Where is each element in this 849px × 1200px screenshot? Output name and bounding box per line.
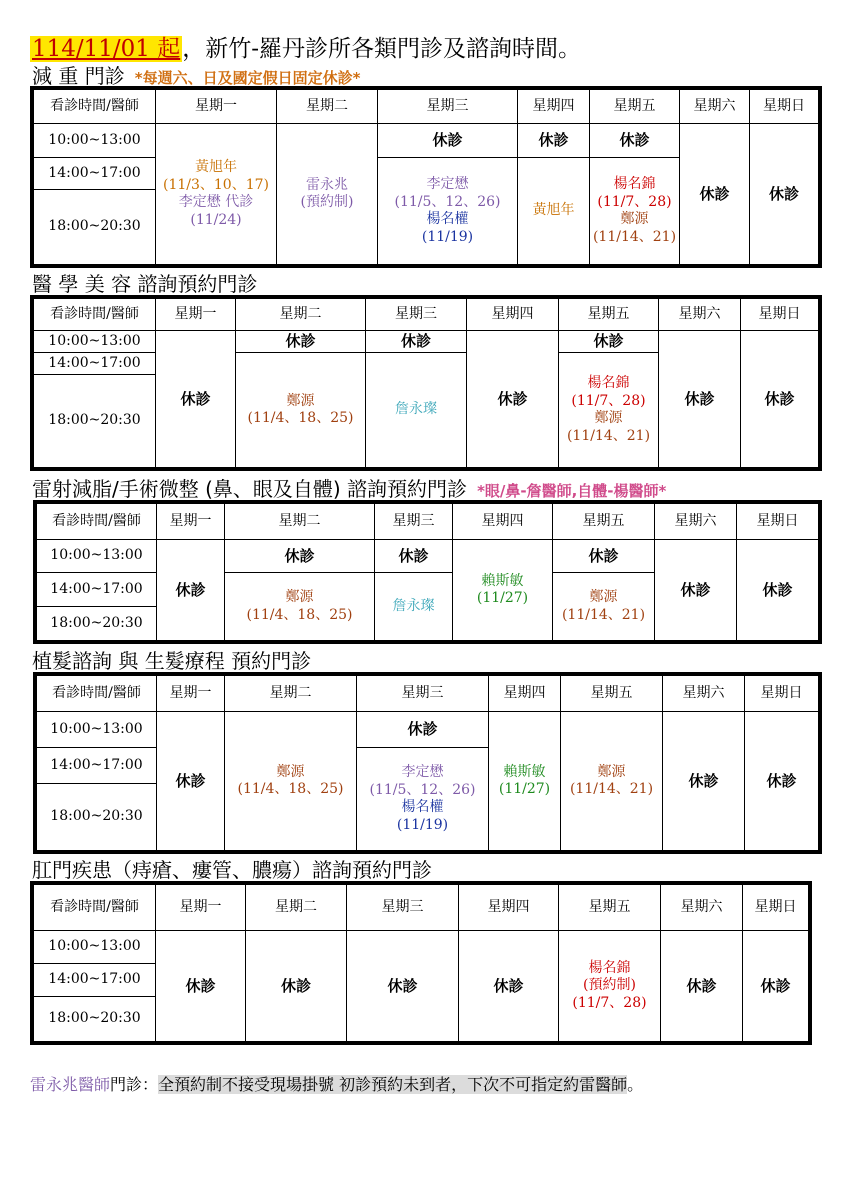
page-title (30, 30, 581, 63)
header-mon: 星期一 (157, 676, 225, 712)
dates: (11/27) (498, 781, 551, 797)
slot-morning: 10:00~13:00 (37, 540, 157, 573)
title-text: ，新竹-羅丹診所各類門診及諮詢時間。 (182, 36, 582, 62)
slot-evening: 18:00~20:30 (37, 784, 157, 851)
dates: (11/3、10、17) (163, 176, 269, 193)
header-wed: 星期三 (357, 676, 489, 712)
slot-morning: 10:00~13:00 (34, 931, 156, 964)
header-time-doctor: 看診時間/醫師 (37, 676, 157, 712)
slot-afternoon: 14:00~17:00 (37, 748, 157, 784)
appointment-note: (預約制) (300, 194, 354, 210)
header-mon: 星期一 (156, 299, 236, 331)
doctor-name: 鄭源 (286, 392, 315, 409)
header-sat: 星期六 (655, 504, 737, 540)
cell-tue (225, 573, 375, 641)
dates: (11/14、21) (569, 781, 654, 797)
dates: (11/14、21) (561, 606, 646, 623)
cell-sat-off: 休診 (655, 540, 737, 641)
header-thu: 星期四 (459, 885, 559, 931)
cell-thu-off: 休診 (467, 331, 559, 468)
header-time-doctor: 看診時間/醫師 (34, 299, 156, 331)
footer-end: 。 (627, 1075, 644, 1094)
header-mon: 星期一 (156, 885, 246, 931)
cell-mon-off: 休診 (157, 712, 225, 851)
doctor-name: 鄭源 (276, 763, 305, 780)
header-thu: 星期四 (489, 676, 561, 712)
footer-doctor: 雷永兆醫師 (30, 1075, 111, 1094)
cell-sat-off: 休診 (659, 331, 741, 468)
doctor-name: 黃旭年 (195, 159, 237, 175)
cell-sun-off: 休診 (743, 931, 809, 1042)
dates: (11/19) (396, 816, 449, 833)
cell-fri (590, 158, 680, 265)
slot-morning: 10:00~13:00 (34, 331, 156, 353)
section-heading-weight-loss (32, 60, 360, 89)
header-sat: 星期六 (680, 90, 750, 124)
doctor-name: 李定懋 (426, 176, 469, 192)
table-laser (33, 500, 822, 644)
header-wed: 星期三 (366, 299, 467, 331)
header-thu: 星期四 (518, 90, 590, 124)
cell-wed-morning-off: 休診 (378, 124, 518, 158)
table-hair (33, 672, 822, 854)
header-tue: 星期二 (225, 504, 375, 540)
effective-date: 114/11/01 起 (32, 36, 181, 62)
header-fri: 星期五 (553, 504, 655, 540)
slot-afternoon: 14:00~17:00 (34, 158, 156, 190)
header-thu: 星期四 (453, 504, 553, 540)
dates: (11/19) (421, 228, 474, 245)
heading-text: 減 重 門診 (32, 64, 125, 88)
header-tue: 星期二 (225, 676, 357, 712)
dates: (11/4、18、25) (237, 781, 344, 797)
section-heading-hair (32, 645, 311, 674)
dates: (11/5、12、26) (394, 193, 501, 210)
cell-sat-off: 休診 (680, 124, 750, 265)
header-wed: 星期三 (375, 504, 453, 540)
heading-text: 肛門疾患（痔瘡、瘻管、膿瘍）諮詢預約門診 (32, 858, 432, 882)
cell-tue (277, 124, 378, 265)
cell-tue-morning-off: 休診 (225, 540, 375, 573)
doctor-name: 鄭源 (285, 589, 314, 605)
cell-wed: 詹永璨 (366, 353, 467, 468)
cell-tue-off: 休診 (246, 931, 347, 1042)
appointment-note: (預約制) (583, 977, 636, 994)
doctor-name: 李定懋 (401, 764, 444, 780)
cell-tue (225, 712, 357, 851)
header-sun: 星期日 (741, 299, 819, 331)
heading-text: 植髮諮詢 與 生髮療程 預約門診 (32, 649, 312, 673)
section-heading-laser (32, 473, 666, 502)
doctor-name: 鄭源 (597, 763, 626, 780)
table-anal (30, 881, 812, 1045)
dates: (11/14、21) (592, 228, 677, 245)
header-sat: 星期六 (659, 299, 741, 331)
cell-tue-morning-off: 休診 (236, 331, 366, 353)
slot-evening: 18:00~20:30 (34, 997, 156, 1042)
cell-mon-off: 休診 (157, 540, 225, 641)
section-note: *眼/鼻-詹醫師,自體-楊醫師* (477, 482, 667, 500)
slot-afternoon: 14:00~17:00 (37, 573, 157, 607)
slot-evening: 18:00~20:30 (34, 375, 156, 468)
cell-fri (559, 353, 659, 468)
doctor-name: 賴斯敏 (503, 763, 546, 780)
dates: (11/7、28) (571, 392, 646, 409)
header-time-doctor: 看診時間/醫師 (34, 885, 156, 931)
heading-text: 醫 學 美 容 諮詢預約門診 (32, 272, 258, 296)
footer-label: 門診： (110, 1075, 159, 1094)
cell-wed-off: 休診 (347, 931, 459, 1042)
doctor-name: 楊名錦 (613, 176, 656, 192)
header-tue: 星期二 (246, 885, 347, 931)
header-sun: 星期日 (750, 90, 819, 124)
cell-wed (378, 158, 518, 265)
cell-sun-off: 休診 (741, 331, 819, 468)
doctor-name: 雷永兆 (306, 176, 348, 193)
cell-fri-morning-off: 休診 (553, 540, 655, 573)
cell-fri (561, 712, 663, 851)
header-mon: 星期一 (156, 90, 277, 124)
cell-sat-off: 休診 (663, 712, 745, 851)
dates: (11/4、18、25) (247, 410, 354, 426)
header-sun: 星期日 (743, 885, 809, 931)
doctor-name: 鄭源 (620, 211, 649, 227)
cell-tue (236, 353, 366, 468)
header-fri: 星期五 (590, 90, 680, 124)
cell-thu (453, 540, 553, 641)
cell-wed-morning-off: 休診 (366, 331, 467, 353)
footer-text: 全預約制不接受現場掛號 初診預約未到者，下次不可指定約雷醫師 (158, 1075, 628, 1094)
cell-thu-morning-off: 休診 (518, 124, 590, 158)
header-wed: 星期三 (347, 885, 459, 931)
header-mon: 星期一 (157, 504, 225, 540)
doctor-name: 楊名權 (401, 799, 444, 815)
section-heading-aesthetics (32, 268, 257, 297)
slot-morning: 10:00~13:00 (34, 124, 156, 158)
header-sun: 星期日 (737, 504, 819, 540)
header-fri: 星期五 (561, 676, 663, 712)
slot-evening: 18:00~20:30 (37, 607, 157, 641)
cell-fri-morning-off: 休診 (590, 124, 680, 158)
slot-afternoon: 14:00~17:00 (34, 353, 156, 375)
header-wed: 星期三 (378, 90, 518, 124)
cell-fri (559, 931, 661, 1042)
header-tue: 星期二 (236, 299, 366, 331)
cell-thu-off: 休診 (459, 931, 559, 1042)
cell-sun-off: 休診 (750, 124, 819, 265)
dates: (11/7、28) (597, 193, 672, 210)
cell-thu (489, 712, 561, 851)
doctor-name: 鄭源 (594, 410, 623, 426)
doctor-name: 鄭源 (589, 589, 618, 605)
section-heading-anal (32, 854, 432, 883)
doctor-name: 楊名權 (426, 211, 469, 227)
header-fri: 星期五 (559, 885, 661, 931)
cell-mon (156, 124, 277, 265)
cell-wed: 詹永璨 (375, 573, 453, 641)
doctor-name: 賴斯敏 (481, 572, 524, 589)
header-sat: 星期六 (663, 676, 745, 712)
header-thu: 星期四 (467, 299, 559, 331)
table-aesthetics (30, 295, 822, 471)
cell-mon-off: 休診 (156, 331, 236, 468)
cell-sun-off: 休診 (745, 712, 819, 851)
footer-note (30, 1072, 643, 1095)
header-time-doctor: 看診時間/醫師 (37, 504, 157, 540)
cell-wed-morning-off: 休診 (375, 540, 453, 573)
dates: (11/27) (476, 590, 529, 606)
dates: (11/7、28) (572, 994, 647, 1011)
dates: (11/24) (190, 211, 242, 228)
cell-mon-off: 休診 (156, 931, 246, 1042)
substitute-doctor: 李定懋 代診 (178, 194, 254, 210)
cell-fri-morning-off: 休診 (559, 331, 659, 353)
header-tue: 星期二 (277, 90, 378, 124)
slot-evening: 18:00~20:30 (34, 190, 156, 265)
slot-afternoon: 14:00~17:00 (34, 964, 156, 997)
cell-wed-morning-off: 休診 (357, 712, 489, 748)
table-weight-loss (30, 86, 822, 268)
dates: (11/5、12、26) (369, 781, 476, 798)
slot-morning: 10:00~13:00 (37, 712, 157, 748)
cell-wed (357, 748, 489, 851)
header-fri: 星期五 (559, 299, 659, 331)
heading-text: 雷射減脂/手術微整 (鼻、眼及自體) 諮詢預約門診 (32, 477, 468, 501)
cell-sun-off: 休診 (737, 540, 819, 641)
header-sat: 星期六 (661, 885, 743, 931)
cell-thu: 黃旭年 (518, 158, 590, 265)
cell-sat-off: 休診 (661, 931, 743, 1042)
doctor-name: 楊名錦 (587, 375, 630, 391)
section-note: *每週六、日及國定假日固定休診* (134, 69, 361, 87)
dates: (11/4、18、25) (246, 606, 353, 623)
dates: (11/14、21) (566, 427, 651, 444)
doctor-name: 楊名錦 (588, 959, 631, 976)
cell-fri (553, 573, 655, 641)
header-time-doctor: 看診時間/醫師 (34, 90, 156, 124)
header-sun: 星期日 (745, 676, 819, 712)
